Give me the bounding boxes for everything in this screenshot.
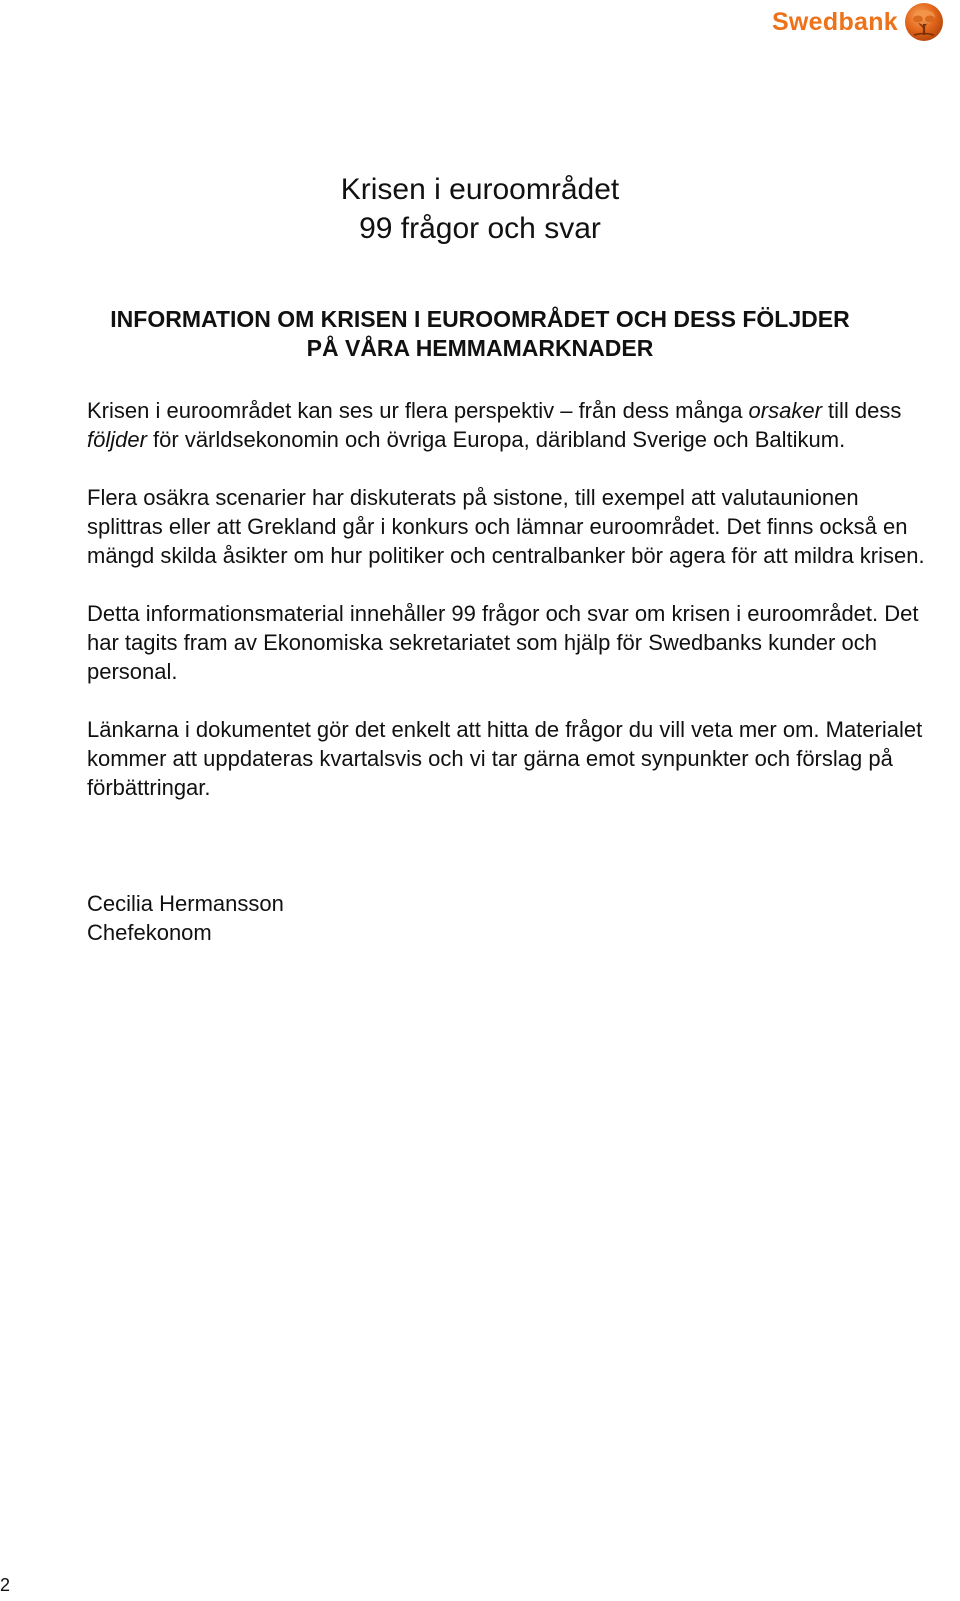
paragraph-intro-part: Krisen i euroområdet kan ses ur flera perspektiv – från dess många [87,398,749,423]
paragraph-intro-part: för världsekonomin och övriga Europa, däribland Sverige och Baltikum. [146,427,846,452]
swedbank-logo [772,2,944,42]
subtitle-line-2: PÅ VÅRA HEMMAMARKNADER [306,335,654,361]
title-line-2: 99 frågor och svar [359,212,601,245]
paragraph-intro-emphasis-consequences: följder [87,427,147,452]
signature-role: Chefekonom [87,920,212,945]
paragraph-links: Länkarna i dokumentet gör det enkelt att hitta de frågor du vill veta mer om. Materialet kommer att uppdateras kvartalsvis och vi tar gärna emot synpunkter och förslag på förbättringar. [87,717,923,800]
title-line-1: Krisen i euroområdet [340,173,620,206]
page-number: 2 [0,1575,11,1595]
brand-name: Swedbank [771,7,898,36]
signature [87,889,284,947]
paragraph-scenarios: Flera osäkra scenarier har diskuterats på sistone, till exempel att valutaunionen splittras eller att Grekland går i konkurs och lämnar euroområdet. Det finns också en mängd skilda åsikter om hur politiker och centralbanker bör agera för att mildra krisen. [87,485,925,568]
body-text [87,396,937,831]
paragraph-intro [87,396,937,454]
oak-tree-logo-icon [904,2,944,42]
signature-name: Cecilia Hermansson [87,891,284,916]
document-title [0,170,960,248]
subtitle-line-1: INFORMATION OM KRISEN I EUROOMRÅDET OCH DESS FÖLJDER [110,306,850,332]
paragraph-intro-part: till dess [821,398,902,423]
document-subtitle [0,305,960,363]
paragraph-intro-emphasis-causes: orsaker [748,398,822,423]
paragraph-material: Detta informationsmaterial innehåller 99 frågor och svar om krisen i euroområdet. Det har tagits fram av Ekonomiska sekretariatet som hjälp för Swedbanks kunder och personal. [87,601,919,684]
